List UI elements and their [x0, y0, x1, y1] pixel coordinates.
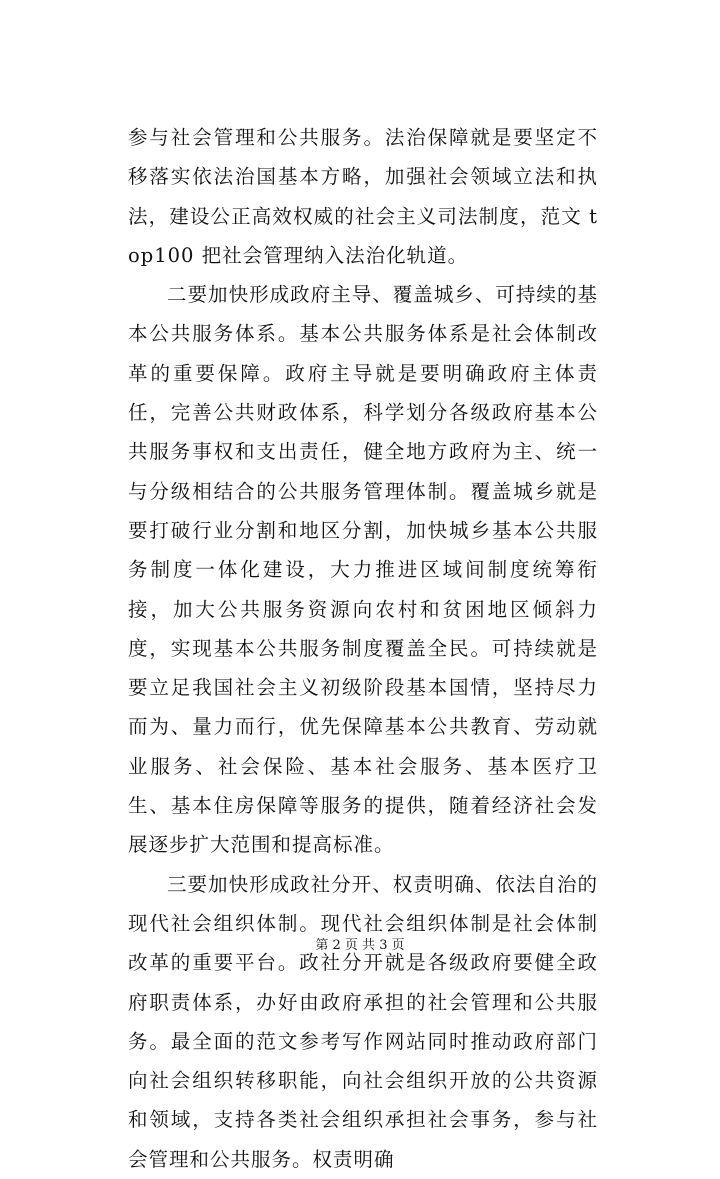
paragraph-1: 参与社会管理和公共服务。法治保障就是要坚定不移落实依法治国基本方略，加强社会领域立法和执法，建设公正高效权威的社会主义司法制度，范文 top100 把社会管理纳入法治化轨道。	[128, 126, 598, 267]
document-body	[128, 118, 598, 1179]
paragraph-2: 二要加快形成政府主导、覆盖城乡、可持续的基本公共服务体系。基本公共服务体系是社会体制改革的重要保障。政府主导就是要明确政府主体责任，完善公共财政体系，科学划分各级政府基本公共服务事权和支出责任，健全地方政府为主、统一与分级相结合的公共服务管理体制。覆盖城乡就是要打破行业分割和地区分割，加快城乡基本公共服务制度一体化建设，大力推进区域间制度统筹衔接，加大公共服务资源向农村和贫困地区倾斜力度，实现基本公共服务制度覆盖全民。可持续就是要立足我国社会主义初级阶段基本国情，坚持尽力而为、量力而行，优先保障基本公共教育、劳动就业服务、社会保险、基本社会服务、基本医疗卫生、基本住房保障等服务的提供，随着经济社会发展逐步扩大范围和提高标准。	[128, 283, 598, 857]
paragraph-3: 三要加快形成政社分开、权责明确、依法自治的现代社会组织体制。现代社会组织体制是社会体制改革的重要平台。政社分开就是各级政府要健全政府职责体系，办好由政府承担的社会管理和公共服务。最全面的范文参考写作网站同时推动政府部门向社会组织转移职能，向社会组织开放的公共资源和领域，支持各类社会组织承担社会事务，参与社会管理和公共服务。权责明确	[128, 872, 598, 1171]
page-footer: 第 2 页 共 3 页	[315, 938, 405, 953]
